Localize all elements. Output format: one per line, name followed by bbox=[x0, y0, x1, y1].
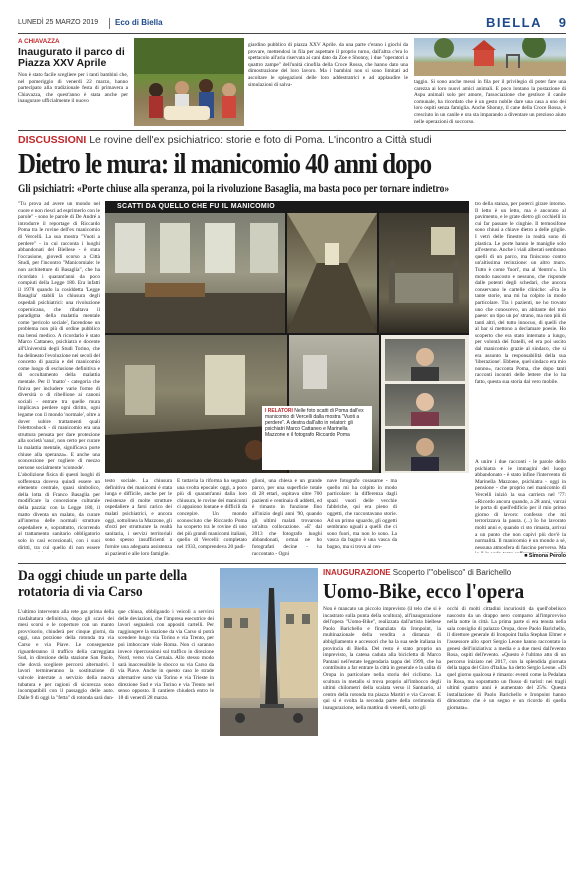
uomobike-kicker-text: Scoperto l'"obelisco" di Barichello bbox=[392, 568, 512, 577]
main-story-kicker bbox=[18, 134, 566, 146]
portraits-column bbox=[381, 335, 469, 473]
top-story-col1: Non è stato facile scegliere per i tanti bambini che, nel pomeriggio di venerdì 22 marzo, hanno partecipato alla tradizionale festa di primavera a Chiavazza, che quest'anno è stata anche per inaugurare ufficialmente il nuovo bbox=[18, 72, 128, 105]
person-icon bbox=[385, 384, 465, 426]
crowd-illustration bbox=[134, 38, 244, 126]
top-story-photo-crowd bbox=[134, 38, 244, 126]
portrait-mazzone bbox=[385, 384, 465, 426]
portrait-poma bbox=[385, 429, 465, 471]
room-illustration bbox=[105, 335, 287, 473]
top-story-col2: giardino pubblico di piazza XXV Aprile. da una parte c'erano i giochi da provare, mettendosi in fila per aspettare il proprio turno, dall'altra c'era lo spettacolo all'aria riservata ai cani dato da Zoe e Shonny, i due "operatori a quattro zampe" dell'unità cinofila della Croce Rossa, che hanno dato una dimostrazione del loro lavoro. Ma i bambini non si sono limitati ad ascoltare le spiegazioni delle loro addestratrici e ad applaudire le simulazioni di salva- bbox=[248, 42, 408, 88]
header-rule bbox=[18, 33, 566, 34]
photo-room-debris bbox=[105, 335, 287, 473]
top-story bbox=[18, 38, 128, 134]
corridor-illustration bbox=[287, 213, 377, 333]
top-story-col3-wrap bbox=[414, 79, 566, 125]
uomobike-photo bbox=[220, 568, 318, 736]
main-kicker-text: Le rovine dell'ex psichiatrico: storie e foto di Poma. L'incontro a Città studi bbox=[89, 134, 432, 146]
main-subheadline: Gli psichiatri: «Porte chiuse alla speranza, poi la rivoluzione Basaglia, ma basta poco per tornare indietro» bbox=[18, 181, 450, 195]
main-col2: testo sociale. La chiusura definitiva dei manicomi è stata lunga e difficile, anche per le resistenze di molte strutture ospedaliere a farsi carico dei malati psichiatrici, e ancora oggi, sottolinea la Mazzone, gli sforzi per strutturare la realtà sanitaria, i servizi territoriali sono spesso insufficienti a fornire una adeguata assistenza ai pazienti e alle loro famiglie. bbox=[105, 478, 172, 557]
caption-label: I RELATORI bbox=[265, 408, 293, 414]
main-col3: E tuttavia la riforma ha segnato una svolta epocale: oggi, a poco più di quarant'anni dalla loro chiusura, le rovine dei manicomi ci appaiono lontane e difficili da concepire. Un mondo sconosciuto che Riccardo Poma ha scoperto tra le rovine di uno dei più grandi manicomi italiani, quello di Vercelli: completato nel 1933, comprendeva 20 padi- bbox=[177, 478, 247, 550]
header-divider bbox=[109, 18, 110, 29]
main-col1b: L'abolizione fisica di questi luoghi di sofferenza doveva quindi essere un elemento centrale, quasi simbolico, della lotta di Franco Basaglia per modificare la concezione culturale della pazzia: con la Legge 180, il matto diventa un malato, da curare all'interno delle normali strutture ospedaliere e, soprattutto, ricorrendo al trattamento sanitario obbligatorio solo in casi eccezionali, con i suoi diritti, tra cui quello di non essere bbox=[18, 472, 100, 551]
top-story-headline: Inaugurato il parco di Piazza XXV Aprile bbox=[18, 46, 125, 70]
main-byline: ■ Simona Perolo bbox=[524, 553, 566, 559]
section-name: BIELLA bbox=[486, 15, 542, 30]
uomobike-headline: Uomo-Bike, ecco l'opera bbox=[323, 579, 525, 603]
uomobike-kicker bbox=[323, 568, 566, 578]
main-col1: "Tu prova ad avere un mondo nel cuore e non riesci ad esprimerlo con le parole" - sono le parole di De André a introdurre il reportage di Riccardo Poma tra le rovine dell'ex manicomio di Vercelli. La sua mostra "Vuoti a perdere" - in cui racconta i luoghi abbandonati del Biellese - è stata l'occasione, giovedì scorso a Città Studi, per l'incontro "Manicomiale: le non architetture di Basaglia", che ha ricordato i quarant'anni da poco compiuti della Legge 180. Era infatti il 1978 quando la cosiddetta 'Legge Basaglia' stabilì la chiusura degli ospedali psichiatrici: una rivoluzione copernicana, che ribaltava il paradigma della malattia mentale come 'pericolo sociale', facendone un problema non più di ordine pubblico ma bensì medico. A ricordarlo è stato Marco Cattaneo, psichiatra e docente all'Università degli Studi Torino, che ha delineato l'evoluzione nei secoli del concetto di pazzia e del manicomio come luogo di esclusione definitiva e di occultamento della malattia mentale. Per il 'matto' - categoria che finiva per includere varie forme di diversità o di ribellione ai canoni sociali - entrare tra quelle mura implicava perdere ogni diritto, ogni legame con il mondo 'normale', oltre a dover subire trattamenti quali l'elettroshock - di manicomio era una struttura pensata per dare protezione alla società 'sana', non certo per curare la malattia mentale, significava porte chiuse alla speranza». E anche una sconcezione per togliere di mezzo persone socialmente 'scomode'. bbox=[18, 201, 100, 469]
newspaper-name: Eco di Biella bbox=[115, 18, 163, 27]
top-story-photo-park bbox=[414, 38, 566, 76]
uomobike-kicker-label: INAUGURAZIONE bbox=[323, 568, 391, 577]
carso-col2: que chiusa, obbligando i veicoli a servirsi delle deviazioni, che l'impresa esecutrice dei lavori segnalerà con appositi cartelli. Per raggiungere la stazione da via Carso si potrà scendere lungo via Torino e via Trento, per poi imboccare viale Roma. Non ci saranno invece ripercussioni sul traffico in direzione Nord, verso via Cernaia. Allo stesso modo sarà inaccessibile lo sbocco su via Carso da via Piave. Anche in questo caso le strade alternative sono via Torino e via Trieste in direzione Sud e via Torino e via Trento nel senso opposto. Il cantiere chiuderà entro le 18 di venerdì 28 marzo. bbox=[118, 609, 214, 701]
uomobike-col2: occhi di molti cittadini incuriositi da quell'obelisco nascosto da un drappo nero comparso all'improvviso nella notte in città. La prima parte si era tenuta nella sala consiglio di palazzo Oropa, dove Paolo Barichello, il direttore generale di Ironpoint Italia Stephan Elmer e l'assessore allo sport Sergio Leone hanno raccontato la genesi dell'iniziativa: a media e a due mesi dall'evento Rosa, ospiti dell'evento. «Questo è l'ultimo atto di un percorso iniziato nel 2017, con la splendida giornata della tappa del Giro d'Italia» ha detto Sergio Leone. «Di quel giorno qualcosa è rimasto: eventi come la Pedalata in Rosa, ma soprattutto un flusso di turisti: nei tragli ultimi quattro anni è aumentato del 25%. Questa installazione di Paolo Barichello e Ironpoint hanno dimostrato che è un segno e un ricordo di quella giornata». bbox=[447, 606, 566, 711]
photo-bed bbox=[379, 213, 469, 333]
lower-rule bbox=[18, 563, 566, 564]
page-number: 9 bbox=[558, 15, 566, 30]
caption-text: Nelle foto scatti di Poma dall'ex manicomio di Vercelli dalla mostra "Vuoti a perdere". A destra dall'alto in relatori: gli psichiatri Marco Cattaneo e Marinella Mazzone e il fotografo Riccardo Poma bbox=[265, 408, 364, 438]
photo-interior-windows bbox=[105, 213, 285, 333]
top-story-col3: taggio. Si sono anche messi in fila per il privilegio di poter fare una carezza ai loro nuovi amici animali. E poco lontano la postazione di Aspu animali solo per amore, l'associazione che gestisce il canile comunale, ha ricordato che è un gesto nobile dare una casa a uno dei loro ospiti senza famiglia. Anche Shonny, il cane della Croce Rossa, è cresciuto in un canile e ora sta imparando a diventare un prezioso aiuto nelle operazioni di soccorso. bbox=[414, 79, 566, 125]
person-icon bbox=[385, 429, 465, 471]
issue-date: LUNEDÌ 25 MARZO 2019 bbox=[18, 19, 99, 26]
page-header bbox=[18, 15, 566, 32]
person-icon bbox=[385, 339, 465, 381]
main-kicker-label: DISCUSSIONI bbox=[18, 134, 87, 146]
main-col5: nave fotografo cosasarne - ma quello mi ha colpito in modo particolare: la differenza dagli spazi vuoti delle vecchie fabbriche, qui era pieno di oggetti, che raccontavano storie. Ad un primo sguardo, gli oggetti sembrano uguali a quelli che ci sono fuori, ma non lo sono. La vasca da bagno è una vasca da bagno, ma si trova al cen- bbox=[327, 478, 397, 550]
carso-headline: Da oggi chiude un parte della rotatoria di via Carso bbox=[18, 568, 188, 600]
main-col4: glioni, una chiesa e un grande parco, per una superficie totale di 28 ettari, ospitava oltre 700 pazienti e centinaia di addetti, ed è rimasto in funzione fino all'inizio degli anni '90, quando gli ultimi malati trovarono un'altra collocazione. «E' dal 2013 che fotografo luoghi abbandonati, ormai ne ho fotografati decine - ha raccontato - Ogni bbox=[252, 478, 322, 557]
main-col6-wrap bbox=[475, 201, 566, 559]
photo-caption bbox=[262, 406, 372, 470]
photo-banner: SCATTI DA QUELLO CHE FU IL MANICOMIO bbox=[105, 201, 469, 213]
park-illustration bbox=[414, 38, 566, 76]
top-story-kicker: A CHIAVAZZA bbox=[18, 38, 60, 45]
top-story-col2-wrap bbox=[248, 42, 408, 122]
portrait-cattaneo bbox=[385, 339, 465, 381]
main-col6: tro della stanza, per poterci girare intorno. Il letto è un letto, ma è ancorato al pavimento, e le grate dietro gli occhielli in cui far passare le cinghie. Il termosifone sono chiusi a chiave dietro a delle griglie. I vetri delle finestre in realtà sono di plastica. Le porte hanno le maniglie solo all'esterno. Anche i viali alberati sembrano quelli di un parco, ma finiscono contro un'altissima recinzione: un altro muro. Tutto è come 'fuori', ma al 'dentro'». Un mondo nascosto e nessuno, che risponde dalle potenti degli schedari, che ancora conservano le cartelle cliniche: «Fra le tante storie, una mi ha colpito in modo particolare. Tra i pazienti, ne ho trovato uno che conoscevo, un abitante del mio paese: un tipo un po' strano, ma non più di tanti altri, del tutto innocuo, di quelli che al bar si mettono a declamare poesie. Ho scoperto che era stato internato a lungo, per volontà dei fratelli, ed era poi uscito dal manicomio grazie al sindaco, che si era assunto la responsabilità della sua 'liberazione'. Ebbene, quel sindaco era mio nonno», racconta Poma, che dopo tanti racconti incontri delle lettere che lo ha fatto, questa sua storia dal vero mobile. bbox=[475, 201, 566, 386]
sculpture-illustration bbox=[220, 568, 318, 736]
main-col6b: A unire i due racconti - le parole dello psichiatra e le immagini del luogo abbandonato - è stato infine l'intervento di Marinella Mazzone, psichiatra - oggi in pensione - che proprio nel manicomio di Vercelli iniziò la sua carriera nel '77: «Ricordo ancora quando, a 28 anni, varcai le porta di quell'edificio per il mio primo giorno di lavoro: confesso che mi terrorizzava la paura. (...) Io ho lavorato molti anni e, quando ci sto rimasta, arrivai a un punto che non capivi più dov'è la normalità. Il manicomio è un mondo a sé, nessuna atmosfera di fascino perverso. Ma bbox=[475, 459, 566, 551]
interior-illustration bbox=[105, 213, 285, 333]
carso-col1: L'ultimo intervento alla rete gas prima della riasfaltatura definitiva, dopo gli scavi dei mesi scorsi e le coperture con un manto provvisorio, chiuderà per cinque giorni, da oggi, una porzione della rotonda tra via Carso e via Piave. Le conseguenze riguarderanno il traffico della carreggiata Sud, in direzione della stazione San Paolo, che dovrà scegliere percorsi alternativi. I lavori termineranno la sostituzione di valvole interrate a servizio della nuova tubatura e per ragioni di sicurezza sono incompatibili con il passaggio delle auto. Dalle 9 di oggi la "fetta" di rotonda sarà dun- bbox=[18, 609, 114, 701]
uomobike-col1: Non è mancato un piccolo imprevisto (il telo che si è incastrato sulla punta della scultura), all'inaugurazione dell'opera "Uomo-Bike", realizzata dall'artista biellese Paolo Barichello e finanziata da Ironpoint, la multinazionale della vendita a distanza di abbigliamento e accessori che ha la sua sede italiana in provincia di Biella. Del resto è stato proprio un imprevisto, la catena caduta alla bicicletta di Marco Pantani nell'estate leggendaria tappa del 1999, che ha contribuito a far entrare la città in generale e la salita di Oropa in particolare nella storia del ciclismo. La scultura in metallo si trova proprio all'imbocco degli ultimi chilometri della scalata verso il Santuario, al centro della rotonda tra piazza Martiri e via Cavour. E qui si è svolta la seconda parte della cerimonia di inaugurazione, nella mattina di venerdì, sotto gli bbox=[323, 606, 441, 711]
main-headline: Dietro le mura: il manicomio 40 anni dopo bbox=[18, 148, 432, 180]
photo-corridor bbox=[287, 213, 377, 333]
main-col1-wrap bbox=[18, 201, 100, 552]
bed-illustration bbox=[379, 213, 469, 333]
section-rule bbox=[18, 130, 566, 131]
